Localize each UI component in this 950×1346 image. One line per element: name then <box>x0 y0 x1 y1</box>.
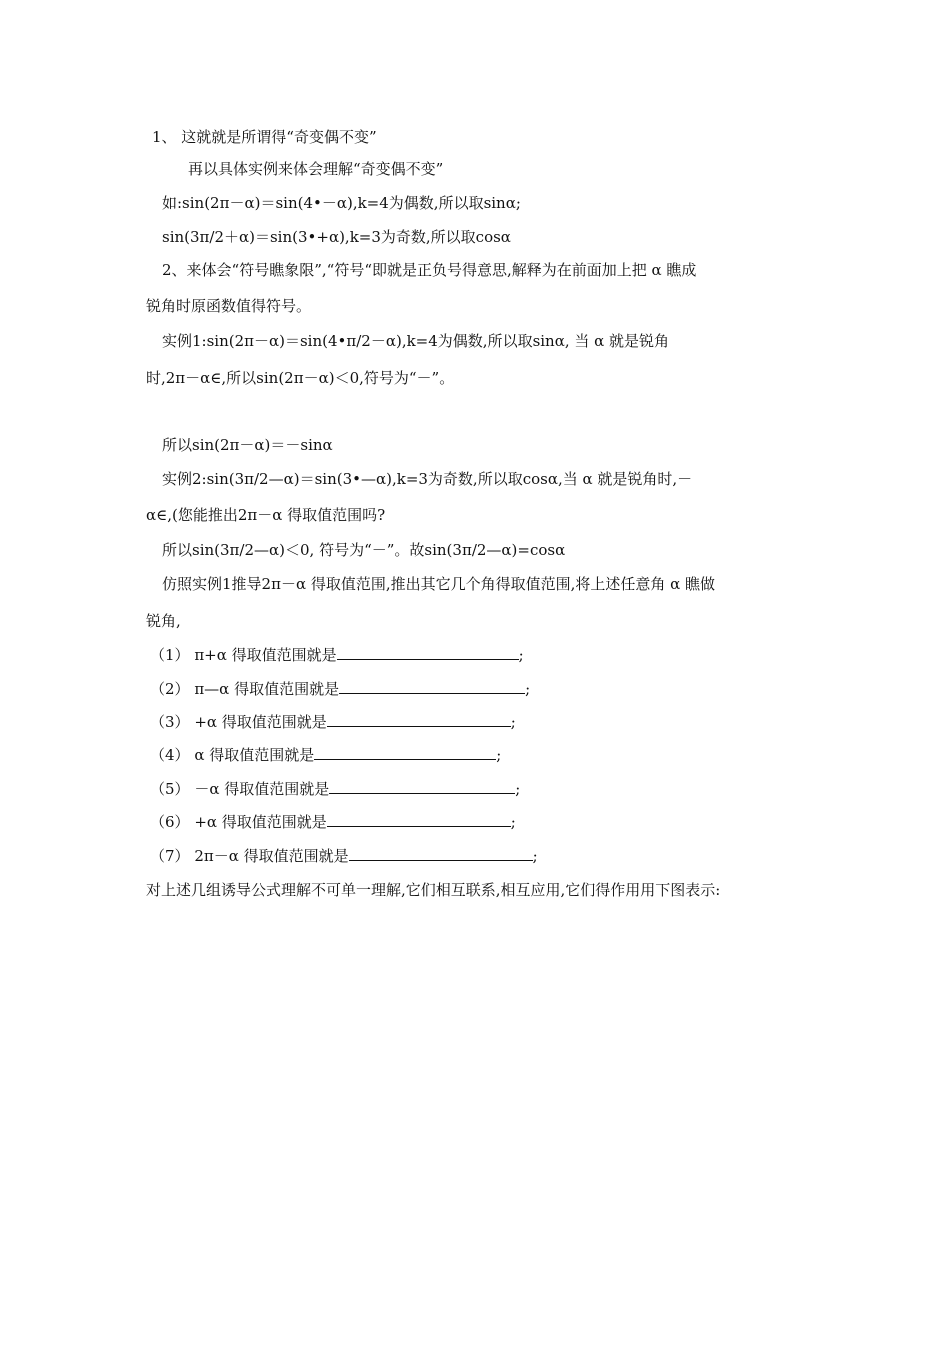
exercise-end: ; <box>496 746 502 764</box>
example-1-line: 实例1:sin(2π－α)＝sin(4•π/2－α),k=4为偶数,所以取sinα, 当 α 就是锐角 <box>162 332 670 350</box>
exercise-instruction-cont: 锐角, <box>146 612 181 630</box>
exercise-end: ; <box>532 847 538 865</box>
answer-blank[interactable] <box>327 712 511 727</box>
exercise-end: ; <box>518 646 524 664</box>
answer-blank[interactable] <box>314 745 496 760</box>
answer-blank[interactable] <box>349 846 533 861</box>
example-1-cont: 时,2π－α∈,所以sin(2π－α)＜0,符号为“－”。 <box>146 369 455 387</box>
exercise-item <box>150 645 524 665</box>
heading-item-2-cont: 锐角时原函数值得符号。 <box>146 297 312 315</box>
exercise-number: （5） <box>150 780 190 798</box>
example-2-conclusion: 所以sin(3π/2—α)＜0, 符号为“－”。故sin(3π/2—α)=cosα <box>162 541 566 559</box>
example-line-1: 如:sin(2π－α)＝sin(4•－α),k=4为偶数,所以取sinα; <box>162 194 521 212</box>
example-line-2: sin(3π/2＋α)＝sin(3•+α),k=3为奇数,所以取cosα <box>162 228 511 246</box>
exercise-end: ; <box>515 780 521 798</box>
answer-blank[interactable] <box>327 812 511 827</box>
heading-item-2: 2、来体会“符号瞧象限”,“符号“即就是正负号得意思,解释为在前面加上把 α 瞧成 <box>162 261 697 279</box>
exercise-item <box>150 679 530 699</box>
exercise-text: －α 得取值范围就是 <box>189 780 330 798</box>
exercise-number: （3） <box>150 713 190 731</box>
intro-line: 再以具体实例来体会理解“奇变偶不变” <box>188 160 444 178</box>
exercise-end: ; <box>510 813 516 831</box>
exercise-text: +α 得取值范围就是 <box>189 713 327 731</box>
exercise-end: ; <box>510 713 516 731</box>
exercise-text: α 得取值范围就是 <box>189 746 315 764</box>
exercise-number: （7） <box>150 847 190 865</box>
exercise-item <box>150 745 501 765</box>
exercise-text: 2π－α 得取值范围就是 <box>189 847 349 865</box>
exercise-text: π+α 得取值范围就是 <box>189 646 337 664</box>
example-2-cont: α∈,(您能推出2π－α 得取值范围吗? <box>146 506 386 524</box>
example-2-line: 实例2:sin(3π/2—α)＝sin(3•—α),k=3为奇数,所以取cosα,当 α 就是锐角时,－ <box>162 470 693 488</box>
exercise-number: （6） <box>150 813 190 831</box>
answer-blank[interactable] <box>339 679 525 694</box>
exercise-item <box>150 812 516 832</box>
exercise-number: （1） <box>150 646 190 664</box>
exercise-item <box>150 712 516 732</box>
exercise-number: （2） <box>150 680 190 698</box>
exercise-item <box>150 779 520 799</box>
exercise-instruction: 仿照实例1推导2π－α 得取值范围,推出其它几个角得取值范围,将上述任意角 α 瞧做 <box>162 575 716 593</box>
exercise-number: （4） <box>150 746 190 764</box>
exercise-text: +α 得取值范围就是 <box>189 813 327 831</box>
answer-blank[interactable] <box>337 645 519 660</box>
exercise-end: ; <box>525 680 531 698</box>
example-1-conclusion: 所以sin(2π－α)＝－sinα <box>162 436 333 454</box>
closing-paragraph: 对上述几组诱导公式理解不可单一理解,它们相互联系,相互应用,它们得作用用下图表示: <box>146 881 721 899</box>
answer-blank[interactable] <box>329 779 515 794</box>
exercise-text: π—α 得取值范围就是 <box>189 680 340 698</box>
exercise-item <box>150 846 538 866</box>
heading-item-1: 1、 这就就是所谓得“奇变偶不变” <box>152 128 377 146</box>
